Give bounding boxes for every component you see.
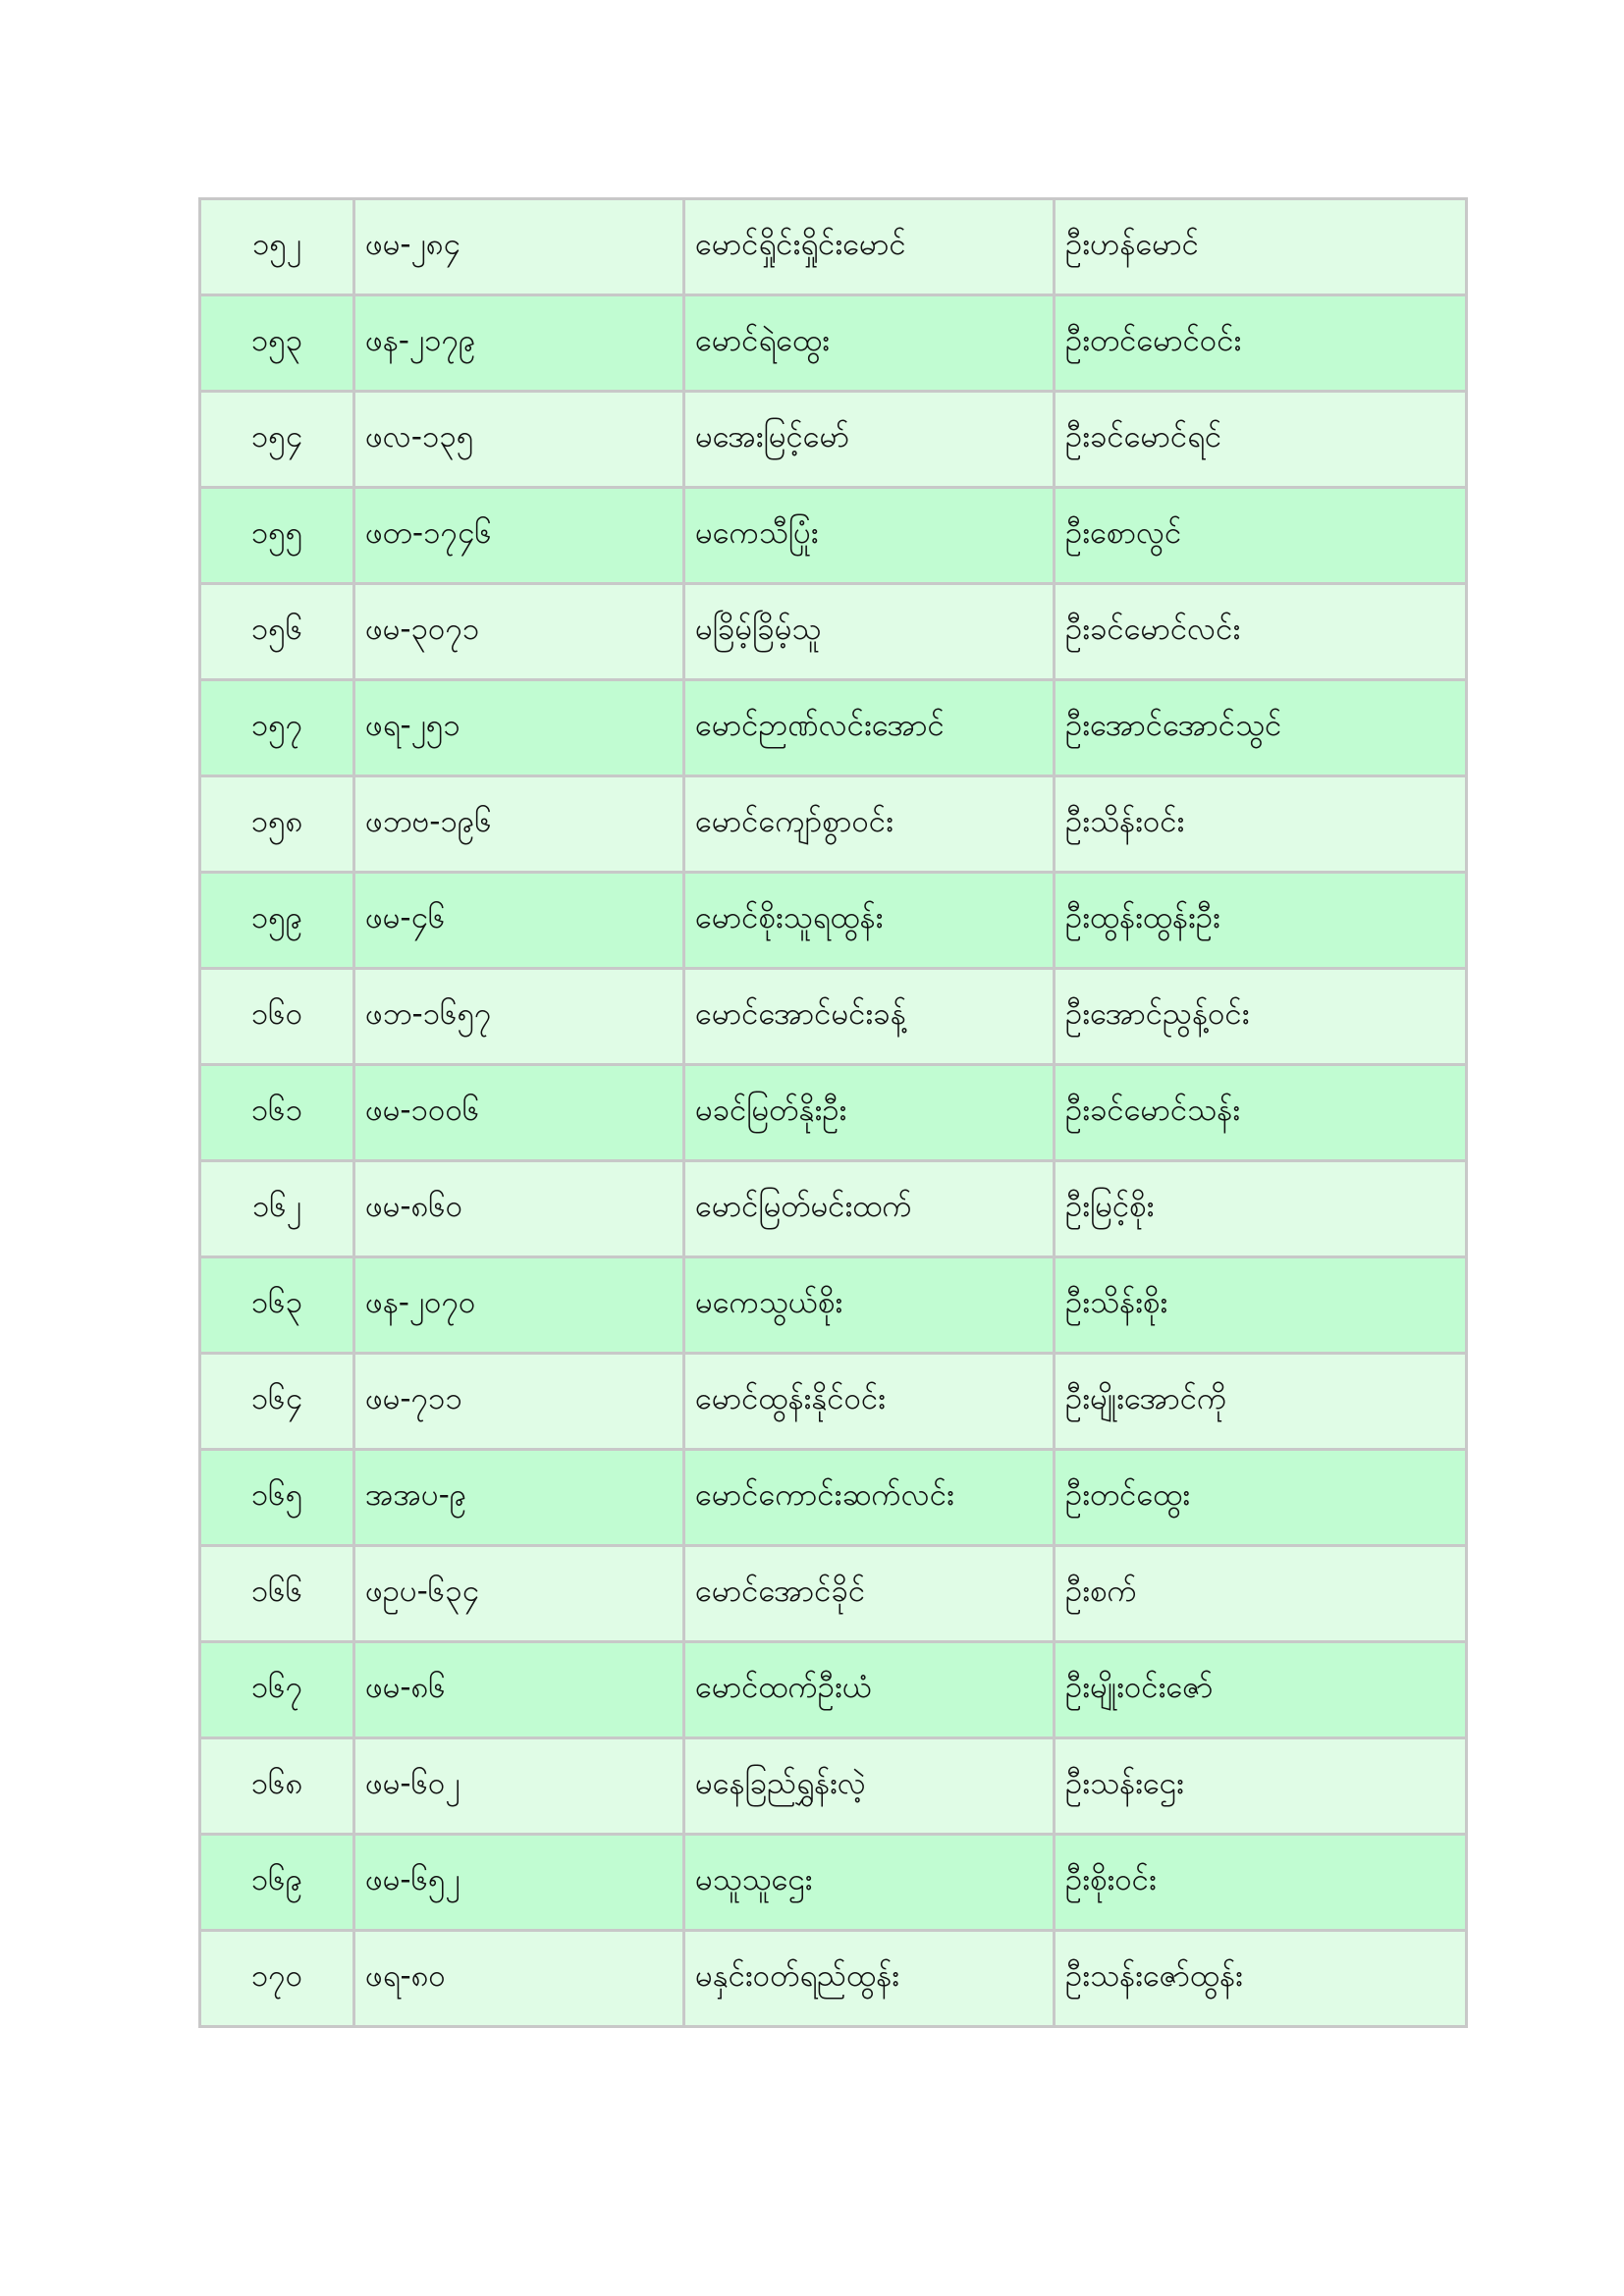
student-name: မောင်ကျော်စွာဝင်း: [684, 776, 1055, 873]
student-name: မောင်မြတ်မင်းထက်: [684, 1161, 1055, 1257]
table-row: [200, 1738, 1467, 1835]
row-number: ၁၆၃: [200, 1257, 354, 1354]
registration-code: ဖဘဗ-၁၉၆: [354, 776, 684, 873]
student-name: မနှင်းဝတ်ရည်ထွန်း: [684, 1931, 1055, 2027]
registration-code: ဖမ-၆၀၂: [354, 1738, 684, 1835]
student-name: မောင်ထွန်းနိုင်ဝင်း: [684, 1354, 1055, 1450]
father-name: ဦးစောလွင်: [1055, 488, 1467, 584]
table-row: [200, 1450, 1467, 1546]
table-row: [200, 969, 1467, 1065]
registration-code: ဖမ-၂၈၄: [354, 199, 684, 295]
row-number: ၁၆၇: [200, 1642, 354, 1738]
row-number: ၁၅၉: [200, 873, 354, 969]
table-row: [200, 873, 1467, 969]
father-name: ဦးသန်းဌေး: [1055, 1738, 1467, 1835]
row-number: ၁၆၉: [200, 1835, 354, 1931]
row-number: ၁၅၄: [200, 392, 354, 488]
table-row: [200, 488, 1467, 584]
row-number: ၁၆၁: [200, 1065, 354, 1161]
registration-code: ဖမ-၇၁၁: [354, 1354, 684, 1450]
father-name: ဦးသိန်းဝင်း: [1055, 776, 1467, 873]
table-row: [200, 1835, 1467, 1931]
registration-code: ဖမ-၄၆: [354, 873, 684, 969]
father-name: ဦးခင်မောင်သန်း: [1055, 1065, 1467, 1161]
father-name: ဦးမြင့်စိုး: [1055, 1161, 1467, 1257]
father-name: ဦးခင်မောင်ရင်: [1055, 392, 1467, 488]
registration-code: ဖလ-၁၃၅: [354, 392, 684, 488]
registration-code: ဖမ-၃၀၇၁: [354, 584, 684, 680]
registration-code: ဖန-၂၀၇၀: [354, 1257, 684, 1354]
student-name: မခင်မြတ်နိုးဦး: [684, 1065, 1055, 1161]
row-number: ၁၅၆: [200, 584, 354, 680]
table-row: [200, 680, 1467, 776]
father-name: ဦးမျိုးအောင်ကို: [1055, 1354, 1467, 1450]
table-row: [200, 295, 1467, 392]
student-name: မသူသူဌေး: [684, 1835, 1055, 1931]
registration-code: ဖန-၂၁၇၉: [354, 295, 684, 392]
row-number: ၁၅၇: [200, 680, 354, 776]
student-name: မနေခြည်ရွှန်းလဲ့: [684, 1738, 1055, 1835]
student-name: မောင်အောင်ခိုင်: [684, 1546, 1055, 1642]
student-name: မောင်စိုးသူရထွန်း: [684, 873, 1055, 969]
student-name: မအေးမြင့်မော်: [684, 392, 1055, 488]
row-number: ၁၇၀: [200, 1931, 354, 2027]
table-row: [200, 1642, 1467, 1738]
father-name: ဦးတင်ထွေး: [1055, 1450, 1467, 1546]
registration-code: ဖတ-၁၇၄၆: [354, 488, 684, 584]
father-name: ဦးအောင်ညွန့်ဝင်း: [1055, 969, 1467, 1065]
student-name: မကေသွယ်စိုး: [684, 1257, 1055, 1354]
student-name: မခြိမ့်ခြိမ့်သူ: [684, 584, 1055, 680]
row-number: ၁၅၈: [200, 776, 354, 873]
student-table: [198, 197, 1468, 2028]
father-name: ဦးဟန်မောင်: [1055, 199, 1467, 295]
table-row: [200, 392, 1467, 488]
table-row: [200, 1257, 1467, 1354]
registration-code: ဖရ-၂၅၁: [354, 680, 684, 776]
row-number: ၁၆၅: [200, 1450, 354, 1546]
father-name: ဦးမျိုးဝင်းဇော်: [1055, 1642, 1467, 1738]
registration-code: ဖမ-၁၀၀၆: [354, 1065, 684, 1161]
student-name: မောင်ရဲထွေး: [684, 295, 1055, 392]
registration-code: ဖဘ-၁၆၅၇: [354, 969, 684, 1065]
father-name: ဦးတင်မောင်ဝင်း: [1055, 295, 1467, 392]
table-row: [200, 776, 1467, 873]
row-number: ၁၅၂: [200, 199, 354, 295]
student-name: မောင်ရှိုင်းရှိုင်းမောင်: [684, 199, 1055, 295]
student-name: မကေသီပြုံး: [684, 488, 1055, 584]
table-row: [200, 1931, 1467, 2027]
table-row: [200, 1354, 1467, 1450]
table-row: [200, 584, 1467, 680]
student-name: မောင်ဉာဏ်လင်းအောင်: [684, 680, 1055, 776]
registration-code: အအပ-၉: [354, 1450, 684, 1546]
row-number: ၁၆၀: [200, 969, 354, 1065]
father-name: ဦးစက်: [1055, 1546, 1467, 1642]
table-row: [200, 1161, 1467, 1257]
row-number: ၁၆၈: [200, 1738, 354, 1835]
father-name: ဦးထွန်းထွန်းဦး: [1055, 873, 1467, 969]
student-name: မောင်ထက်ဦးယံ: [684, 1642, 1055, 1738]
father-name: ဦးအောင်အောင်သွင်: [1055, 680, 1467, 776]
father-name: ဦးခင်မောင်လင်း: [1055, 584, 1467, 680]
registration-code: ဖမ-၆၅၂: [354, 1835, 684, 1931]
row-number: ၁၆၆: [200, 1546, 354, 1642]
row-number: ၁၅၃: [200, 295, 354, 392]
father-name: ဦးစိုးဝင်း: [1055, 1835, 1467, 1931]
table-row: [200, 1065, 1467, 1161]
table-row: [200, 199, 1467, 295]
registration-code: ဖရ-၈၀: [354, 1931, 684, 2027]
registration-code: ဖမ-၈၆၀: [354, 1161, 684, 1257]
student-name: မောင်ကောင်းဆက်လင်း: [684, 1450, 1055, 1546]
registration-code: ဖဥပ-၆၃၄: [354, 1546, 684, 1642]
father-name: ဦးသန်းဇော်ထွန်း: [1055, 1931, 1467, 2027]
row-number: ၁၆၄: [200, 1354, 354, 1450]
father-name: ဦးသိန်းစိုး: [1055, 1257, 1467, 1354]
student-name: မောင်အောင်မင်းခန့်: [684, 969, 1055, 1065]
row-number: ၁၅၅: [200, 488, 354, 584]
registration-code: ဖမ-၈၆: [354, 1642, 684, 1738]
table-row: [200, 1546, 1467, 1642]
row-number: ၁၆၂: [200, 1161, 354, 1257]
